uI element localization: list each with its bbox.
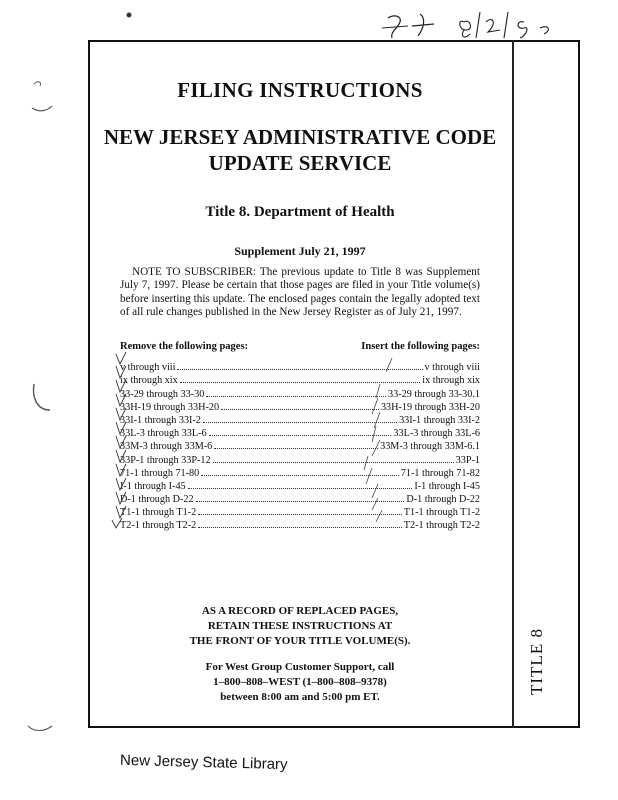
insert-pages: 33I-1 through 33I-2	[399, 414, 480, 426]
remove-pages-label: Remove the following pages:	[120, 341, 249, 352]
insert-pages: I-1 through I-45	[414, 480, 480, 492]
remove-pages: T2-1 through T2-2	[120, 520, 197, 532]
insert-pages: v through viii	[424, 362, 480, 374]
insert-pages: 33L-3 through 33L-6	[393, 428, 480, 440]
insert-pages-label: Insert the following pages:	[361, 341, 480, 352]
remove-pages: ix through xix	[120, 375, 178, 387]
support-line1: For West Group Customer Support, call	[205, 661, 395, 673]
remove-pages: 33L-3 through 33L-6	[120, 428, 207, 440]
insert-pages: ix through xix	[422, 375, 480, 387]
insert-pages: T2-1 through T2-2	[403, 520, 480, 532]
support-hours: between 8:00 am and 5:00 pm ET.	[220, 691, 380, 703]
remove-pages: T1-1 through T1-2	[120, 507, 197, 519]
handwritten-check-marks	[110, 352, 410, 532]
code-heading-line1: NEW JERSEY ADMINISTRATIVE CODE	[103, 125, 497, 149]
title-tab-label: TITLE 8	[527, 628, 546, 696]
remove-pages: D-1 through D-22	[120, 494, 194, 506]
handwritten-initials-and-date	[380, 8, 570, 42]
remove-pages: 33H-19 through 33H-20	[120, 401, 220, 413]
scan-artifact-mark	[28, 380, 58, 420]
tab-divider-line	[512, 40, 514, 728]
support-phone: 1–800–808–WEST (1–800–808–9378)	[213, 676, 387, 688]
scan-artifact-mark	[28, 78, 58, 118]
remove-pages: I-1 through I-45	[120, 480, 186, 492]
insert-pages: 33-29 through 33-30.1	[388, 388, 480, 400]
customer-support-info	[88, 660, 512, 705]
filing-instructions-heading: FILING INSTRUCTIONS	[177, 78, 423, 102]
scan-artifact-mark	[26, 718, 56, 738]
library-stamp: New Jersey State Library	[119, 751, 288, 774]
code-heading	[88, 124, 512, 176]
record-notice-line3: THE FRONT OF YOUR TITLE VOLUME(S).	[189, 635, 411, 647]
remove-pages: 33P-1 through 33P-12	[120, 454, 211, 466]
remove-pages: 33M-3 through 33M-6	[120, 441, 213, 453]
code-heading-line2: UPDATE SERVICE	[208, 151, 392, 175]
remove-pages: 33I-1 through 33I-2	[120, 414, 201, 426]
insert-pages: 71-1 through 71-82	[400, 467, 480, 479]
insert-pages: 33M-3 through 33M-6.1	[380, 441, 480, 453]
insert-pages: D-1 through D-22	[406, 494, 480, 506]
department-title: Title 8. Department of Health	[205, 204, 395, 220]
insert-pages: T1-1 through T1-2	[403, 507, 480, 519]
remove-pages: v through viii	[120, 362, 176, 374]
record-notice-line1: AS A RECORD OF REPLACED PAGES,	[201, 605, 399, 617]
subscriber-note: NOTE TO SUBSCRIBER: The previous update to Title 8 was Supplement July 7, 1997. Please be certain that those pages are filed in your Title volume(s) before inserting this update. The enclosed pages contain the legally adopted text of all rule changes published in the New Jersey Register as of July 21, 1997.	[120, 266, 480, 318]
scan-artifact-mark	[124, 10, 134, 20]
record-notice	[88, 604, 512, 649]
supplement-date: Supplement July 21, 1997	[234, 244, 366, 258]
remove-pages: 33-29 through 33-30	[120, 388, 205, 400]
remove-pages: 71-1 through 71-80	[120, 467, 200, 479]
record-notice-line2: RETAIN THESE INSTRUCTIONS AT	[207, 620, 393, 632]
insert-pages: 33P-1	[455, 454, 480, 466]
insert-pages: 33H-19 through 33H-20	[380, 401, 480, 413]
